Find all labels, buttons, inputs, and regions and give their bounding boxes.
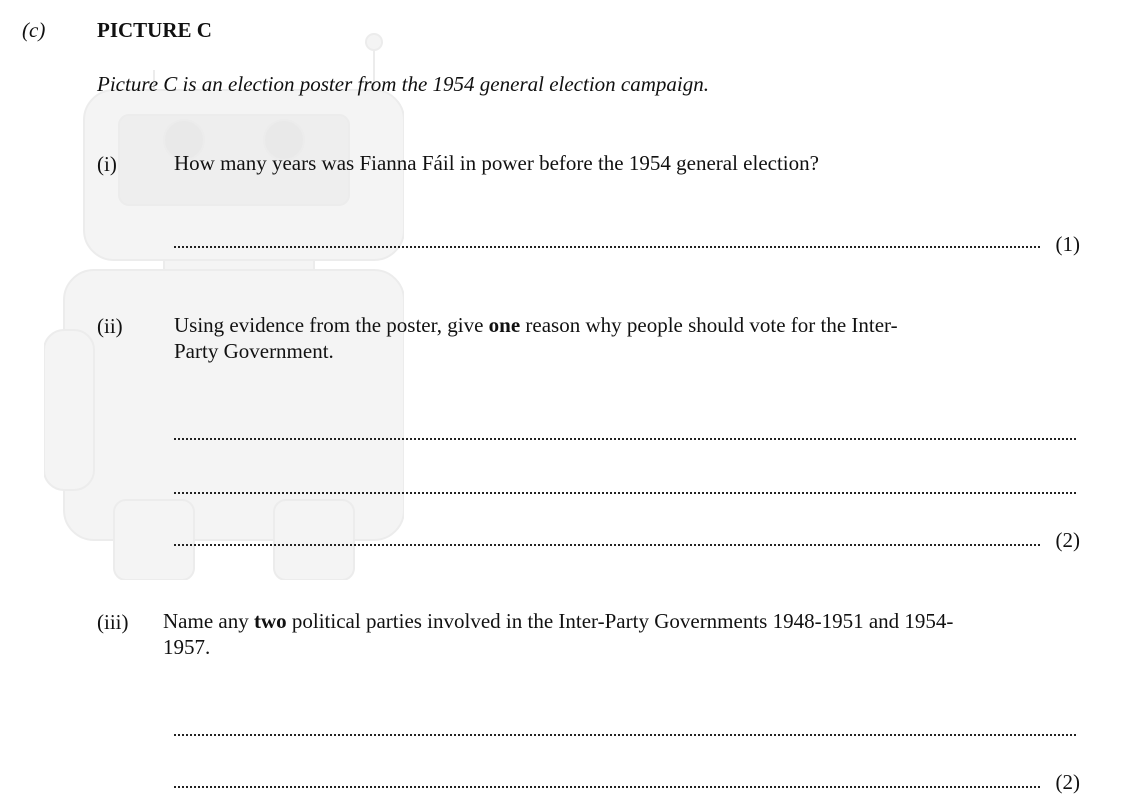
question-1-answer-line[interactable]: [174, 232, 1040, 248]
question-3-text: [163, 608, 953, 660]
robot-watermark-image: [44, 30, 404, 580]
question-2-text: [174, 312, 898, 364]
question-3-text-after: political parties involved in the Inter-Party Governments 1948-1951 and 1954-: [286, 609, 954, 633]
question-1-text: How many years was Fianna Fáil in power before the 1954 general election?: [174, 151, 819, 175]
question-3-marks: (2): [1055, 770, 1080, 794]
question-3-answer-line-2[interactable]: [174, 772, 1040, 788]
question-3-emphasis: two: [253, 609, 287, 633]
question-2-answer-line-2[interactable]: [174, 478, 1076, 494]
question-1-marks: (1): [1055, 232, 1080, 256]
question-3-number: (iii): [97, 610, 129, 634]
question-2-answer-line-3[interactable]: [174, 530, 1040, 546]
question-2-number: (ii): [97, 314, 123, 338]
question-2-answer-line-1[interactable]: [174, 424, 1076, 440]
part-label: (c): [22, 18, 46, 42]
section-intro: Picture C is an election poster from the 1954 general election campaign.: [97, 72, 709, 96]
question-2-marks: (2): [1055, 528, 1080, 552]
section-heading: PICTURE C: [97, 18, 212, 42]
question-3-answer-line-1[interactable]: [174, 720, 1076, 736]
question-1-number: (i): [97, 152, 117, 176]
question-3-text-line2: 1957.: [163, 635, 211, 659]
question-2-emphasis: one: [488, 313, 521, 337]
question-3-text-before: Name any: [163, 609, 254, 633]
question-2-text-before: Using evidence from the poster, give: [174, 313, 489, 337]
question-2-text-line2: Party Government.: [174, 339, 334, 363]
question-2-text-after: reason why people should vote for the Inter-: [520, 313, 898, 337]
